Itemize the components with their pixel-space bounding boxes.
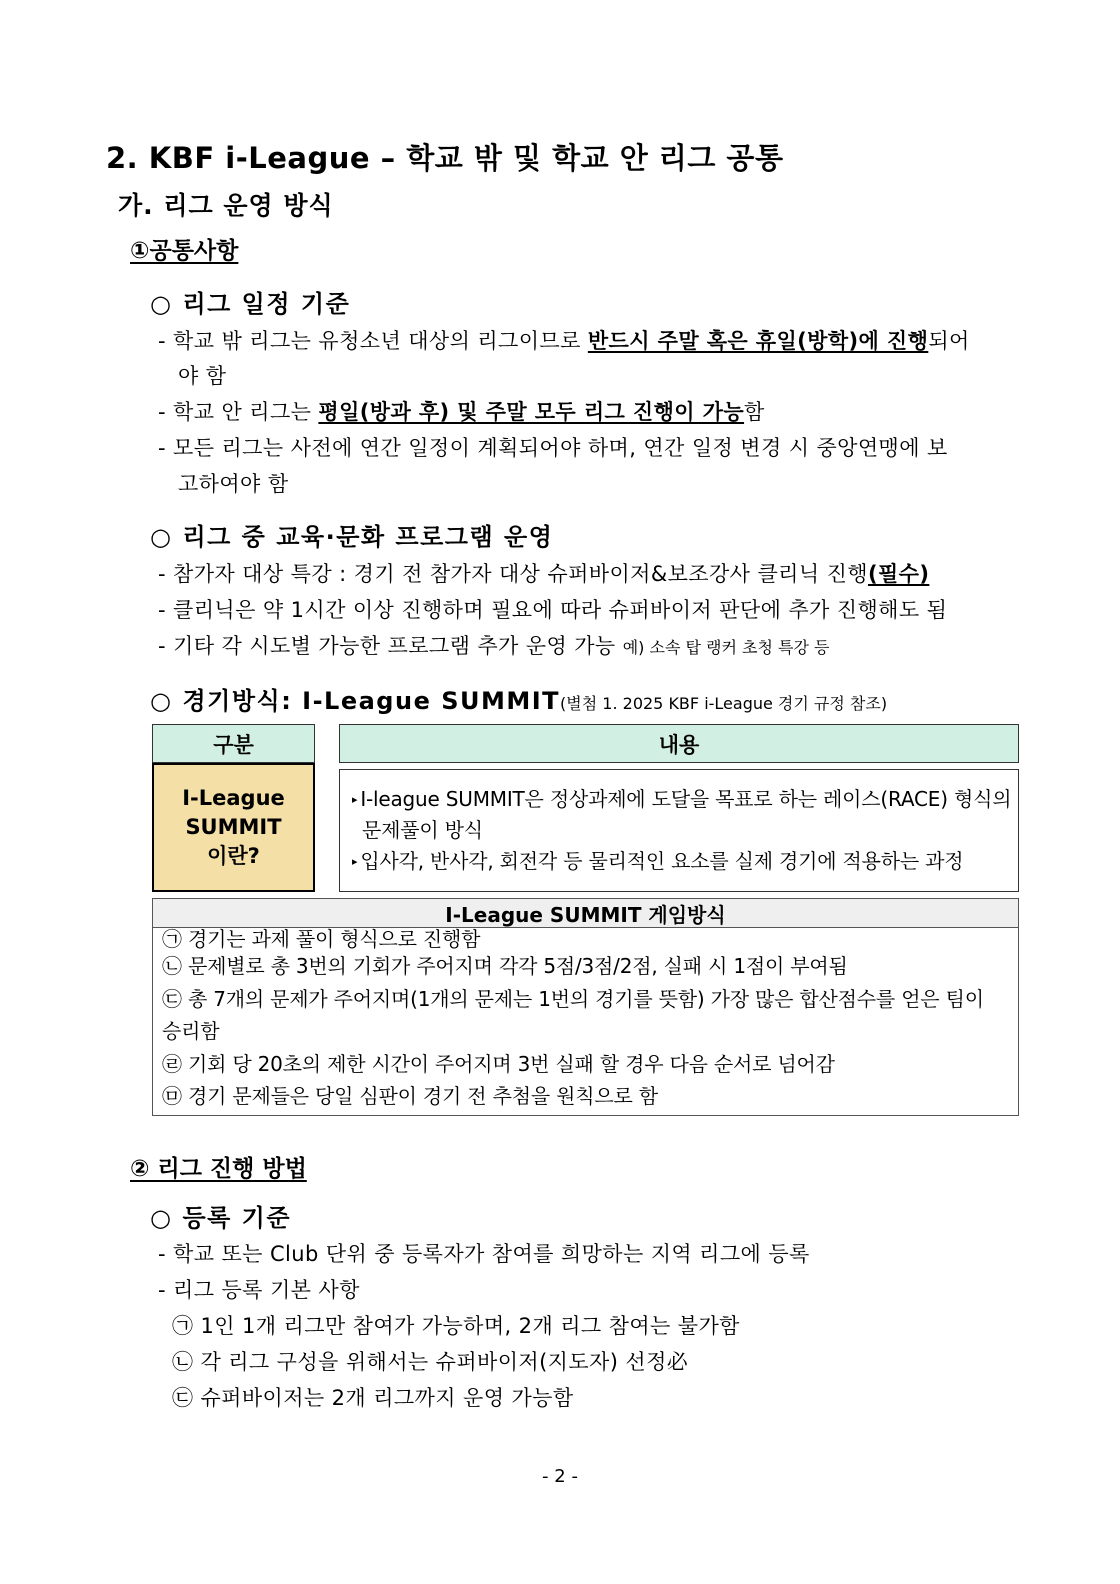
summit-label-cell: I-League SUMMIT 이란? — [152, 763, 315, 892]
program-heading: ○ 리그 중 교육·문화 프로그램 운영 — [150, 523, 554, 551]
format-heading: ○ 경기방식: I-League SUMMIT(별첨 1. 2025 KBF i-League 경기 규정 참조) — [150, 687, 888, 715]
game-rule: ㉠ 경기는 과제 풀이 형식으로 진행함 — [162, 927, 481, 951]
subheading: 가. 리그 운영 방식 — [118, 191, 334, 220]
game-method-box — [152, 898, 1019, 1116]
schedule-bullet-1: - 학교 밖 리그는 유청소년 대상의 리그이므로 반드시 주말 혹은 휴일(방학)에 진행되어 — [158, 329, 970, 353]
circle-bullet-icon: ○ — [150, 523, 173, 551]
page-number: - 2 - — [542, 1466, 578, 1487]
content-line-1-cont: 문제풀이 방식 — [362, 818, 483, 842]
registration-heading: ○ 등록 기준 — [150, 1204, 292, 1232]
schedule-bullet-1-cont: 야 함 — [178, 364, 227, 388]
program-bullet-3: - 기타 각 시도별 가능한 프로그램 추가 운영 가능 예) 소속 탑 랭커 초청 특강 등 — [158, 634, 830, 658]
triangle-bullet-icon: ▸ — [352, 855, 358, 868]
triangle-bullet-icon: ▸ — [352, 793, 358, 806]
circle-bullet-icon: ○ — [150, 687, 173, 715]
content-line-1: ▸ I-league SUMMIT은 정상과제에 도달을 목표로 하는 레이스(RACE) 형식의 — [352, 787, 1012, 811]
game-rule: ㉢ 총 7개의 문제가 주어지며(1개의 문제는 1번의 경기를 뜻함) 가장 많은 합산점수를 얻은 팀이 — [162, 986, 984, 1011]
registration-sub-3: ㉢ 슈퍼바이저는 2개 리그까지 운영 가능함 — [172, 1386, 574, 1410]
game-method-list — [153, 928, 1018, 1113]
content-line-2: ▸ 입사각, 반사각, 회전각 등 물리적인 요소를 실제 경기에 적용하는 과정 — [352, 849, 964, 873]
game-rule: ㉣ 기회 당 20초의 제한 시간이 주어지며 3번 실패 할 경우 다음 순서로 넘어감 — [162, 1051, 835, 1076]
table-header-content: 내용 — [339, 724, 1019, 763]
page-heading: 2. KBF i-League – 학교 밖 및 학교 안 리그 공통 — [106, 141, 784, 175]
registration-bullet-2: - 리그 등록 기본 사항 — [158, 1278, 360, 1302]
registration-sub-1: ㉠ 1인 1개 리그만 참여가 가능하며, 2개 리그 참여는 불가함 — [172, 1314, 740, 1338]
schedule-bullet-2: - 학교 안 리그는 평일(방과 후) 및 주말 모두 리그 진행이 가능함 — [158, 400, 765, 424]
table-header-category: 구분 — [152, 724, 315, 763]
program-bullet-1: - 참가자 대상 특강 : 경기 전 참가자 대상 슈퍼바이저&보조강사 클리닉 진행(필수) — [158, 562, 930, 586]
game-rule: ㉤ 경기 문제들은 당일 심판이 경기 전 추첨을 원칙으로 함 — [162, 1084, 658, 1108]
schedule-bullet-3: - 모든 리그는 사전에 연간 일정이 계획되어야 하며, 연간 일정 변경 시 중앙연맹에 보 — [158, 436, 948, 460]
circle-bullet-icon: ○ — [150, 1204, 173, 1232]
summit-content-cell — [339, 769, 1019, 892]
schedule-heading: ○ 리그 일정 기준 — [150, 290, 351, 318]
section2-title: ② 리그 진행 방법 — [130, 1156, 307, 1182]
schedule-bullet-3-cont: 고하여야 함 — [178, 472, 289, 496]
program-bullet-2: - 클리닉은 약 1시간 이상 진행하며 필요에 따라 슈퍼바이저 판단에 추가 진행해도 됨 — [158, 598, 948, 622]
game-method-title: I-League SUMMIT 게임방식 — [153, 899, 1018, 928]
section1-title: ①공통사항 — [130, 238, 239, 264]
circle-bullet-icon: ○ — [150, 290, 173, 318]
game-rule: ㉡ 문제별로 총 3번의 기회가 주어지며 각각 5점/3점/2점, 실패 시 1점이 부여됨 — [162, 954, 848, 978]
game-rule: 승리함 — [162, 1019, 220, 1043]
registration-sub-2: ㉡ 각 리그 구성을 위해서는 슈퍼바이저(지도자) 선정必 — [172, 1350, 689, 1374]
registration-bullet-1: - 학교 또는 Club 단위 중 등록자가 참여를 희망하는 지역 리그에 등록 — [158, 1242, 810, 1266]
